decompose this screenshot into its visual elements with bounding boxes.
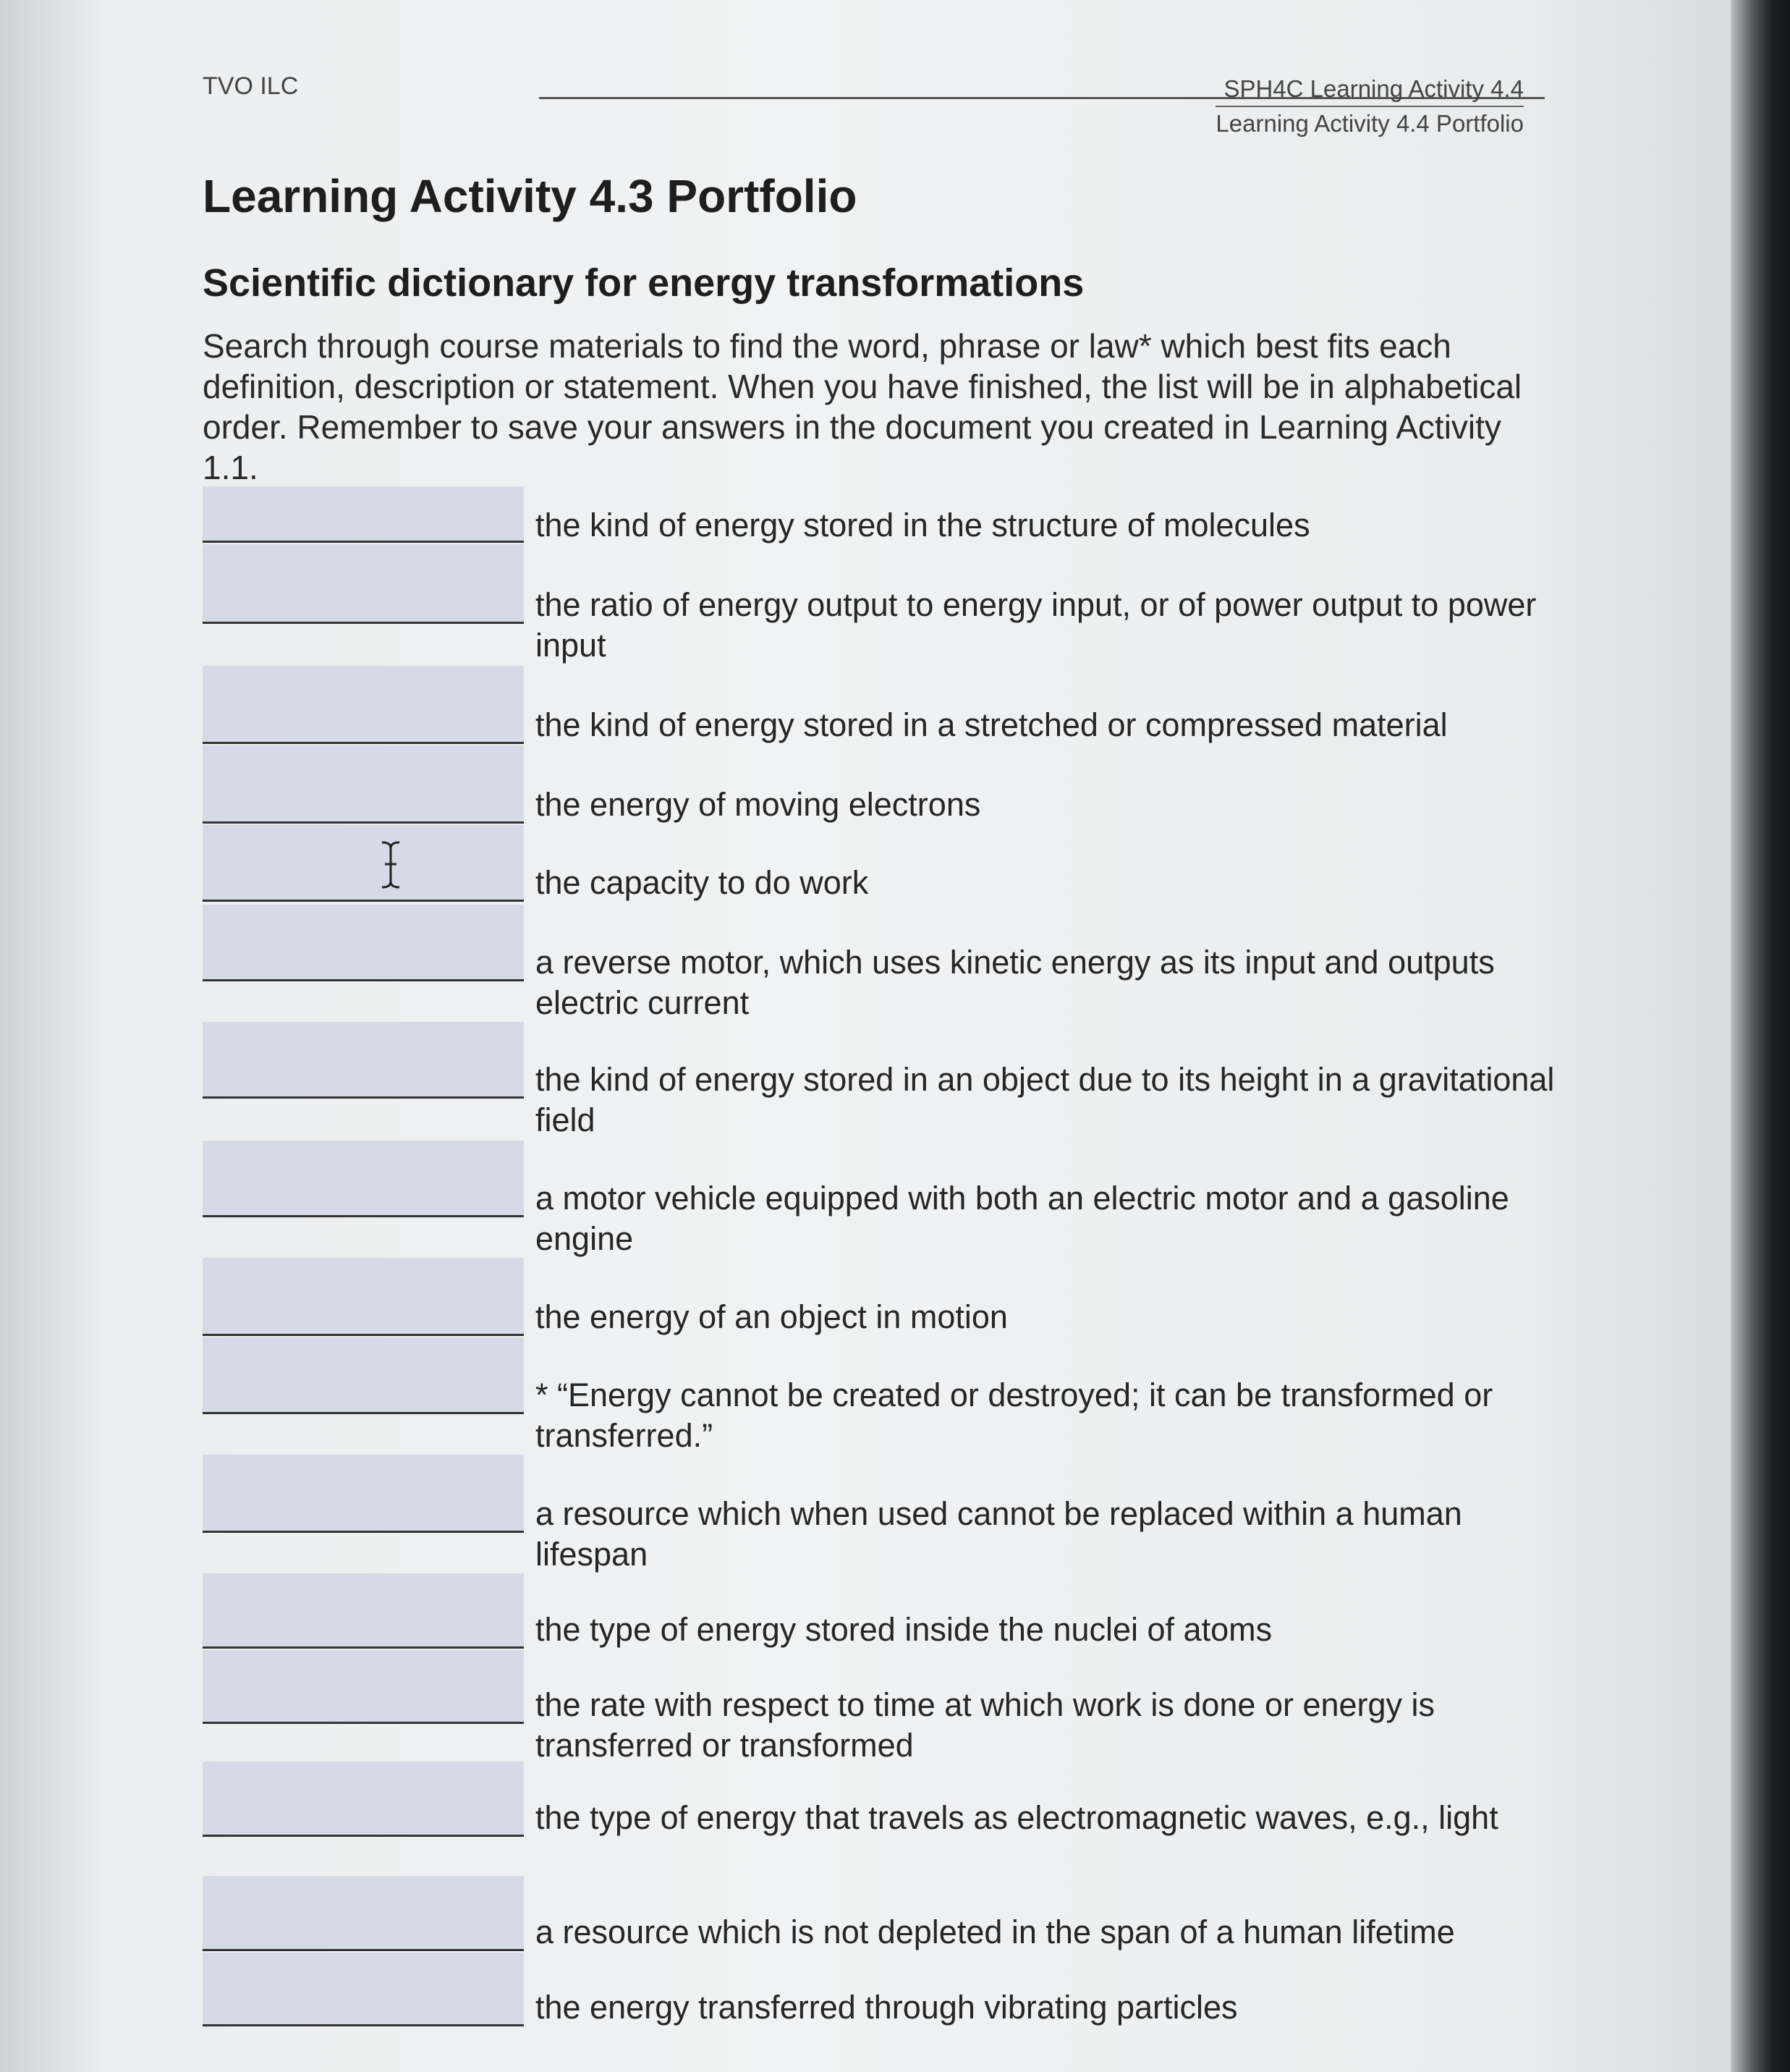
answer-field[interactable] xyxy=(203,1650,524,1724)
definition-text: the capacity to do work xyxy=(535,864,869,901)
answer-field[interactable] xyxy=(203,486,524,543)
dictionary-entry xyxy=(203,486,1577,543)
page-title: Learning Activity 4.3 Portfolio xyxy=(203,170,857,222)
header-course-line2: Learning Activity 4.4 Portfolio xyxy=(1216,106,1524,140)
definition-text: the kind of energy stored in the structure of molecules xyxy=(535,507,1310,544)
definition-text: the ratio of energy output to energy input, or of power output to power input xyxy=(535,586,1537,664)
dictionary-entry xyxy=(203,1455,1577,1573)
dictionary-entry xyxy=(203,745,1577,824)
dictionary-entry xyxy=(203,544,1577,664)
section-heading: Scientific dictionary for energy transformations xyxy=(203,261,1085,305)
definition-text: the energy of an object in motion xyxy=(535,1298,1008,1335)
definition-text: the type of energy stored inside the nuclei of atoms xyxy=(535,1611,1273,1648)
dictionary-entry xyxy=(203,905,1577,1021)
definition-text: a resource which when used cannot be replaced within a human lifespan xyxy=(535,1495,1462,1573)
definition-text: the rate with respect to time at which work is done or energy is transferred or transformed xyxy=(535,1686,1435,1764)
dictionary-entry xyxy=(203,1650,1577,1764)
definition-text: the type of energy that travels as electromagnetic waves, e.g., light xyxy=(535,1799,1498,1836)
dictionary-entry xyxy=(203,1953,1577,2026)
answer-field[interactable] xyxy=(203,1337,524,1414)
monitor-bezel xyxy=(1731,0,1790,2072)
answer-field[interactable] xyxy=(203,1953,524,2026)
header-course-line1: SPH4C Learning Activity 4.4 xyxy=(1223,75,1524,102)
answer-field[interactable] xyxy=(203,1141,524,1217)
answer-field[interactable] xyxy=(203,544,524,624)
answer-field[interactable] xyxy=(203,1762,524,1837)
definition-text: the kind of energy stored in a stretched or compressed material xyxy=(535,706,1448,743)
dictionary-entry xyxy=(203,1573,1577,1649)
dictionary-entry xyxy=(203,1876,1577,1951)
answer-field[interactable] xyxy=(203,1022,524,1099)
dictionary-entry xyxy=(203,1022,1577,1138)
definition-text: a reverse motor, which uses kinetic energy as its input and outputs electric current xyxy=(535,944,1495,1021)
dictionary-entry xyxy=(203,1762,1577,1837)
dictionary-entry xyxy=(203,1258,1577,1336)
answer-field[interactable] xyxy=(203,1455,524,1533)
definition-text: * “Energy cannot be created or destroyed; it can be transformed or transferred.” xyxy=(535,1377,1493,1454)
answer-field[interactable] xyxy=(203,905,524,981)
text-cursor-icon xyxy=(376,840,405,890)
definition-text: a resource which is not depleted in the span of a human lifetime xyxy=(535,1914,1455,1950)
definition-text: the kind of energy stored in an object due to its height in a gravitational field xyxy=(535,1061,1555,1138)
instructions: Search through course materials to find the word, phrase or law* which best fits each definition, description or statement. When you have finished, the list will be in alphabetical order. Remember to save your answers in the document you created in Learning Activity 1.1. xyxy=(203,327,1522,486)
dictionary-entry xyxy=(203,1337,1577,1454)
dictionary-entry xyxy=(203,666,1577,744)
definition-text: the energy of moving electrons xyxy=(535,786,981,823)
answer-field[interactable] xyxy=(203,1573,524,1649)
answer-field[interactable] xyxy=(203,1876,524,1951)
header-course xyxy=(1216,72,1524,140)
definition-text: a motor vehicle equipped with both an electric motor and a gasoline engine xyxy=(535,1180,1509,1257)
dictionary-entry xyxy=(203,825,1577,902)
header-org: TVO ILC xyxy=(203,72,299,100)
definition-text: the energy transferred through vibrating particles xyxy=(535,1989,1238,2026)
dictionary-entry xyxy=(203,1141,1577,1257)
answer-field[interactable] xyxy=(203,825,524,902)
answer-field[interactable] xyxy=(203,745,524,824)
answer-field[interactable] xyxy=(203,666,524,744)
answer-field[interactable] xyxy=(203,1258,524,1336)
